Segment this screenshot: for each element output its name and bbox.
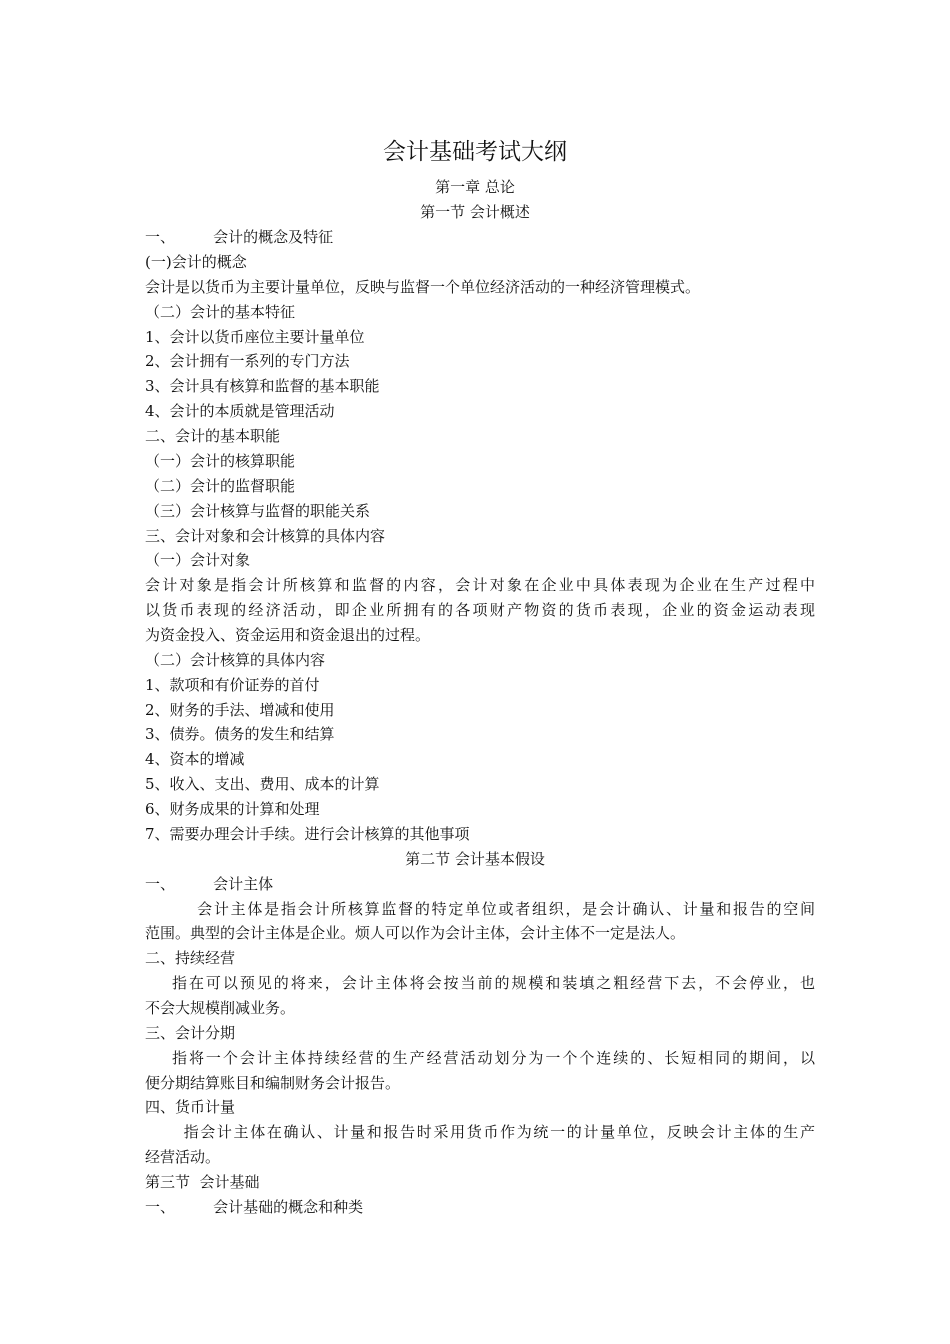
text-line: 1、会计以货币座位主要计量单位 <box>145 328 365 346</box>
text-line: 1、款项和有价证券的首付 <box>145 676 320 694</box>
text-line: 一、 会计主体 <box>145 875 274 893</box>
text-line: （一）会计的核算职能 <box>145 452 296 470</box>
section-heading-1: 第一节 会计概述 <box>420 203 530 221</box>
text-line: (一)会计的概念 <box>145 253 247 271</box>
text-line: 会计主体是指会计所核算监督的特定单位或者组织，是会计确认、计量和报告的空间 <box>145 900 815 918</box>
text-line: （二）会计核算的具体内容 <box>145 651 326 669</box>
text-line: 一、 会计基础的概念和种类 <box>145 1198 364 1216</box>
text-line: 范围。典型的会计主体是企业。烦人可以作为会计主体，会计主体不一定是法人。 <box>145 924 686 942</box>
text-line: 三、会计对象和会计核算的具体内容 <box>145 527 386 545</box>
text-line: （二）会计的监督职能 <box>145 477 296 495</box>
text-line: 2、会计拥有一系列的专门方法 <box>145 352 350 370</box>
text-line: 指会计主体在确认、计量和报告时采用货币作为统一的计量单位，反映会计主体的生产 <box>145 1123 815 1141</box>
text-line: 指在可以预见的将来，会计主体将会按当前的规模和装填之粗经营下去，不会停业，也 <box>145 974 815 992</box>
text-line: 二、持续经营 <box>145 949 236 967</box>
text-line: （三）会计核算与监督的职能关系 <box>145 502 371 520</box>
text-line: 四、货币计量 <box>145 1098 236 1116</box>
text-line: 一、 会计的概念及特征 <box>145 228 334 246</box>
text-line: （二）会计的基本特征 <box>145 303 296 321</box>
text-line: 4、资本的增减 <box>145 750 245 768</box>
text-line: 3、债券。债务的发生和结算 <box>145 725 335 743</box>
text-line: 指将一个会计主体持续经营的生产经营活动划分为一个个连续的、长短相同的期间，以 <box>145 1049 815 1067</box>
text-line: 5、收入、支出、费用、成本的计算 <box>145 775 380 793</box>
text-line: 三、会计分期 <box>145 1024 236 1042</box>
text-line: 3、会计具有核算和监督的基本职能 <box>145 377 380 395</box>
text-line: 为资金投入、资金运用和资金退出的过程。 <box>145 626 431 644</box>
text-line: 便分期结算账目和编制财务会计报告。 <box>145 1074 401 1092</box>
text-line: 会计是以货币为主要计量单位，反映与监督一个单位经济活动的一种经济管理模式。 <box>145 278 701 296</box>
text-line: 以货币表现的经济活动，即企业所拥有的各项财产物资的货币表现，企业的资金运动表现 <box>145 601 815 619</box>
chapter-heading: 第一章 总论 <box>435 178 515 196</box>
section-heading-3: 第三节 会计基础 <box>145 1173 260 1191</box>
text-line: 7、需要办理会计手续。进行会计核算的其他事项 <box>145 825 470 843</box>
document-title: 会计基础考试大纲 <box>383 139 567 165</box>
text-line: 二、会计的基本职能 <box>145 427 281 445</box>
text-line: 4、会计的本质就是管理活动 <box>145 402 335 420</box>
text-line: 经营活动。 <box>145 1148 221 1166</box>
text-line: 2、财务的手法、增减和使用 <box>145 701 335 719</box>
section-heading-2: 第二节 会计基本假设 <box>405 850 545 868</box>
text-line: （一）会计对象 <box>145 551 251 569</box>
text-line: 6、财务成果的计算和处理 <box>145 800 320 818</box>
text-line: 不会大规模削减业务。 <box>145 999 296 1017</box>
text-line: 会计对象是指会计所核算和监督的内容，会计对象在企业中具体表现为企业在生产过程中 <box>145 576 815 594</box>
